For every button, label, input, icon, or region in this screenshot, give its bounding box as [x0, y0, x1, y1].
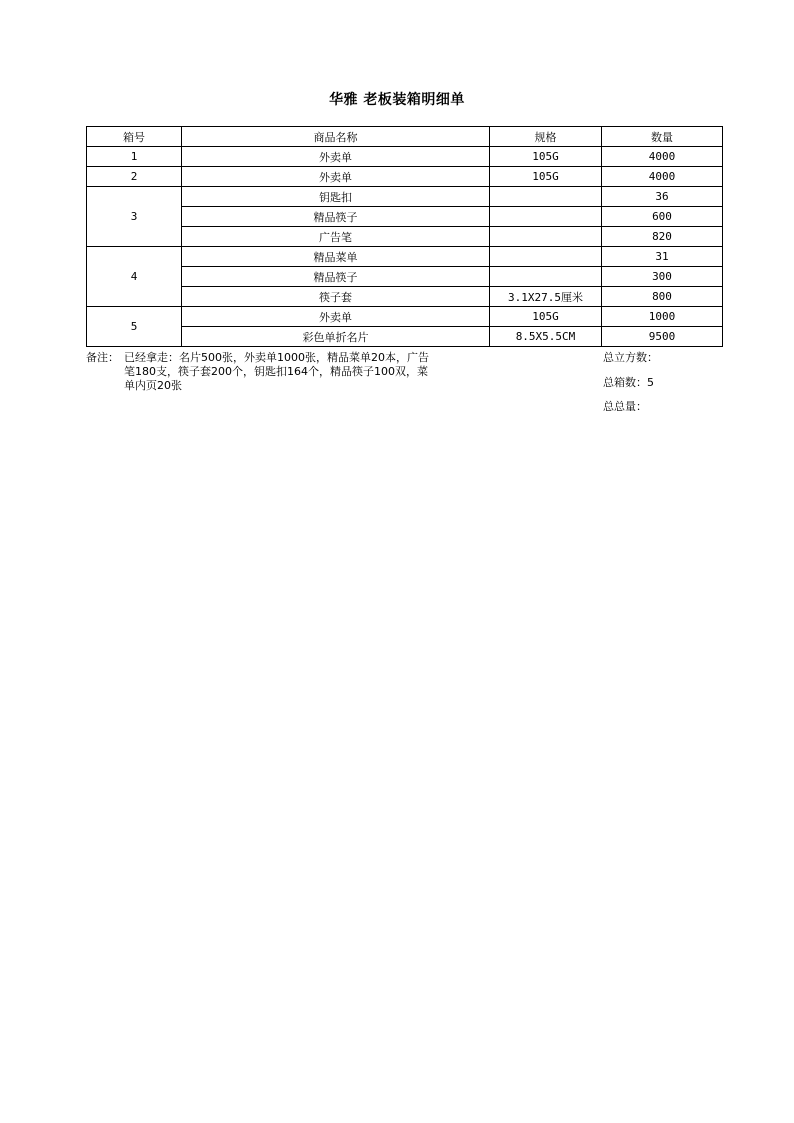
total-weight-label: 总总量： [603, 400, 647, 413]
product-quantity: 820 [602, 227, 723, 247]
header-product-name: 商品名称 [182, 127, 490, 147]
product-name: 精品筷子 [182, 267, 490, 287]
product-quantity: 800 [602, 287, 723, 307]
total-volume-label: 总立方数： [603, 351, 658, 364]
page-title: 华雅 老板装箱明细单 [329, 92, 465, 108]
table-row [87, 307, 723, 327]
table-row [87, 147, 723, 167]
product-quantity: 9500 [602, 327, 723, 347]
table-row [87, 327, 723, 347]
table-row [87, 167, 723, 187]
total-boxes-value: 5 [647, 376, 654, 389]
product-quantity: 36 [602, 187, 723, 207]
total-weight-line [603, 398, 647, 414]
product-name: 精品菜单 [182, 247, 490, 267]
remarks-block [86, 351, 432, 393]
product-name: 精品筷子 [182, 207, 490, 227]
product-spec [490, 207, 602, 227]
product-name: 筷子套 [182, 287, 490, 307]
remarks-text: 已经拿走：名片500张，外卖单1000张，精品菜单20本，广告笔180支，筷子套200个，钥匙扣164个，精品筷子100双，菜单内页20张 [124, 351, 429, 392]
total-boxes-line [603, 374, 654, 390]
product-spec [490, 227, 602, 247]
product-name: 外卖单 [182, 167, 490, 187]
remarks-label: 备注： [86, 351, 119, 364]
product-name: 彩色单折名片 [182, 327, 490, 347]
box-number: 1 [87, 147, 182, 167]
total-volume-line [603, 349, 658, 365]
product-spec: 105G [490, 147, 602, 167]
product-name: 外卖单 [182, 147, 490, 167]
header-spec: 规格 [490, 127, 602, 147]
box-number: 5 [87, 307, 182, 347]
product-quantity: 300 [602, 267, 723, 287]
product-spec [490, 187, 602, 207]
product-quantity: 1000 [602, 307, 723, 327]
total-boxes-label: 总箱数： [603, 376, 647, 389]
box-number: 2 [87, 167, 182, 187]
product-spec: 3.1X27.5厘米 [490, 287, 602, 307]
product-name: 广告笔 [182, 227, 490, 247]
table-row [87, 227, 723, 247]
product-spec [490, 247, 602, 267]
table-row [87, 187, 723, 207]
packing-list-table [86, 126, 723, 347]
product-quantity: 600 [602, 207, 723, 227]
product-name: 外卖单 [182, 307, 490, 327]
product-spec: 105G [490, 307, 602, 327]
product-spec: 8.5X5.5CM [490, 327, 602, 347]
table-row [87, 247, 723, 267]
box-number: 3 [87, 187, 182, 247]
box-number: 4 [87, 247, 182, 307]
table-row [87, 267, 723, 287]
header-quantity: 数量 [602, 127, 723, 147]
product-name: 钥匙扣 [182, 187, 490, 207]
product-quantity: 4000 [602, 147, 723, 167]
product-spec [490, 267, 602, 287]
product-spec: 105G [490, 167, 602, 187]
header-box-no: 箱号 [87, 127, 182, 147]
table-row [87, 207, 723, 227]
table-header-row [87, 127, 723, 147]
product-quantity: 31 [602, 247, 723, 267]
product-quantity: 4000 [602, 167, 723, 187]
table-row [87, 287, 723, 307]
